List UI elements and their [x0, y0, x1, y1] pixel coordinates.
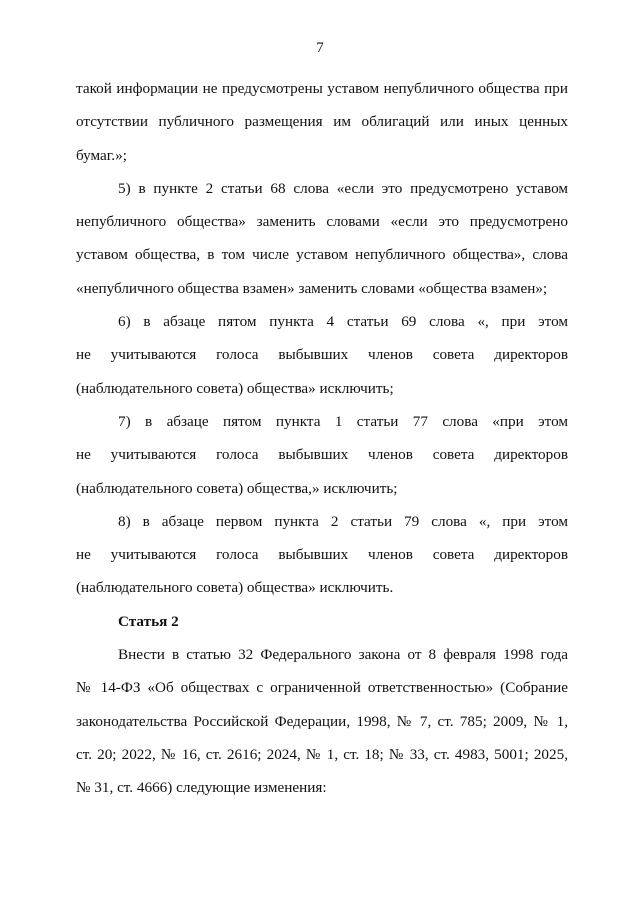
text-line: № 14-ФЗ «Об обществах с ограниченной ответственностью» (Собрание	[76, 679, 568, 697]
text-line: такой информации не предусмотрены уставом непубличного общества при	[76, 80, 568, 97]
text-line: законодательства Российской Федерации, 1998, № 7, ст. 785; 2009, № 1,	[76, 712, 568, 730]
article-2-first-line: Внести в статью 32 Федерального закона от 8 февраля 1998 года	[118, 646, 568, 664]
text-line: уставом общества, в том числе уставом непубличного общества», слова	[76, 246, 568, 264]
text-line: бумаг.»;	[76, 146, 127, 164]
document-body	[76, 72, 568, 805]
list-item-8-line: 8) в абзаце первом пункта 2 статьи 79 слова «, при этом	[118, 512, 568, 530]
text-line: непубличного общества» заменить словами «если это предусмотрено	[76, 213, 568, 231]
text-line: (наблюдательного совета) общества,» исключить;	[76, 479, 398, 497]
text-line: (наблюдательного совета) общества» исключить.	[76, 579, 394, 597]
text-line: «непубличного общества взамен» заменить словами «общества взамен»;	[76, 279, 548, 297]
text-line: ст. 20; 2022, № 16, ст. 2616; 2024, № 1, ст. 18; № 33, ст. 4983, 5001; 2025,	[76, 745, 568, 763]
text-line: отсутствии публичного размещения им облигаций или иных ценных	[76, 113, 568, 131]
text-line: не учитываются голоса выбывших членов совета директоров	[76, 446, 568, 464]
text-line: (наблюдательного совета) общества» исключить;	[76, 379, 394, 397]
text-line: не учитываются голоса выбывших членов совета директоров	[76, 346, 568, 364]
list-item-6-line: 6) в абзаце пятом пункта 4 статьи 69 слова «, при этом	[118, 313, 568, 331]
list-item-7-line: 7) в абзаце пятом пункта 1 статьи 77 слова «при этом	[118, 412, 568, 430]
text-line: не учитываются голоса выбывших членов совета директоров	[76, 546, 568, 564]
page-number: 7	[316, 40, 324, 56]
article-heading: Статья 2	[118, 612, 179, 630]
text-line: № 31, ст. 4666) следующие изменения:	[76, 779, 327, 797]
list-item-5-line: 5) в пункте 2 статьи 68 слова «если это предусмотрено уставом	[118, 179, 568, 197]
